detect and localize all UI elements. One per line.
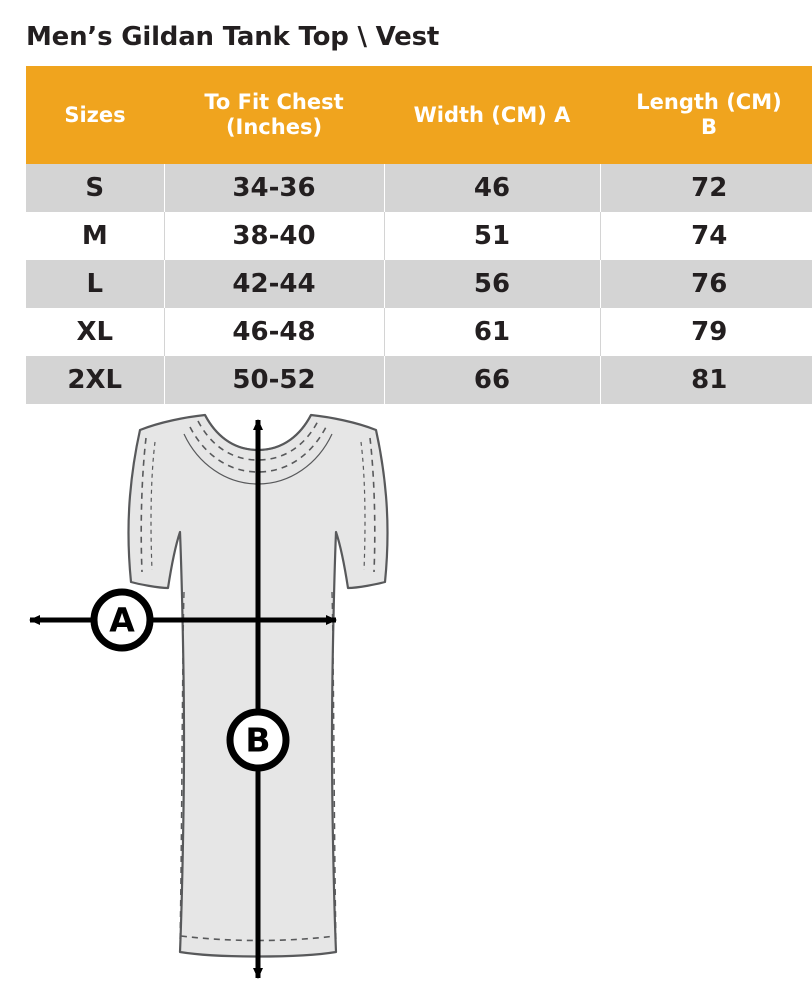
table-row: [26, 212, 812, 260]
size-table: [26, 66, 812, 404]
page-title: Men’s Gildan Tank Top \ Vest: [26, 22, 440, 52]
table-body: [26, 164, 812, 404]
column-header-length-line2: B: [700, 115, 717, 139]
cell-size: L: [26, 260, 164, 308]
cell-chest: 38-40: [164, 212, 384, 260]
table-row: [26, 308, 812, 356]
table-row: [26, 164, 812, 212]
cell-chest: 50-52: [164, 356, 384, 404]
column-header-width-line1: Width (CM) A: [413, 102, 571, 127]
cell-length: 74: [600, 212, 812, 260]
marker-b: [230, 712, 286, 768]
table-row: [26, 260, 812, 308]
marker-a: [94, 592, 150, 648]
cell-width: 51: [384, 212, 600, 260]
table-header-row: [26, 66, 812, 164]
cell-length: 72: [600, 164, 812, 212]
column-header-sizes: [26, 66, 164, 164]
cell-chest: 46-48: [164, 308, 384, 356]
marker-a-label: A: [109, 600, 135, 640]
column-header-length-line1: Length (CM): [636, 90, 782, 115]
cell-size: XL: [26, 308, 164, 356]
cell-chest: 34-36: [164, 164, 384, 212]
tank-top-diagram: [0, 412, 812, 1000]
cell-width: 66: [384, 356, 600, 404]
cell-chest: 42-44: [164, 260, 384, 308]
cell-size: 2XL: [26, 356, 164, 404]
column-header-chest-line2: (Inches): [225, 115, 323, 139]
cell-length: 79: [600, 308, 812, 356]
column-header-length: [600, 66, 812, 164]
table-row: [26, 356, 812, 404]
cell-width: 56: [384, 260, 600, 308]
column-header-chest: [164, 66, 384, 164]
marker-b-label: B: [245, 720, 271, 760]
cell-size: S: [26, 164, 164, 212]
column-header-chest-line1: To Fit Chest: [204, 90, 344, 115]
cell-size: M: [26, 212, 164, 260]
cell-width: 46: [384, 164, 600, 212]
cell-width: 61: [384, 308, 600, 356]
column-header-width: [384, 66, 600, 164]
column-header-sizes-line1: Sizes: [64, 102, 126, 127]
cell-length: 81: [600, 356, 812, 404]
cell-length: 76: [600, 260, 812, 308]
table-header: [26, 66, 812, 164]
